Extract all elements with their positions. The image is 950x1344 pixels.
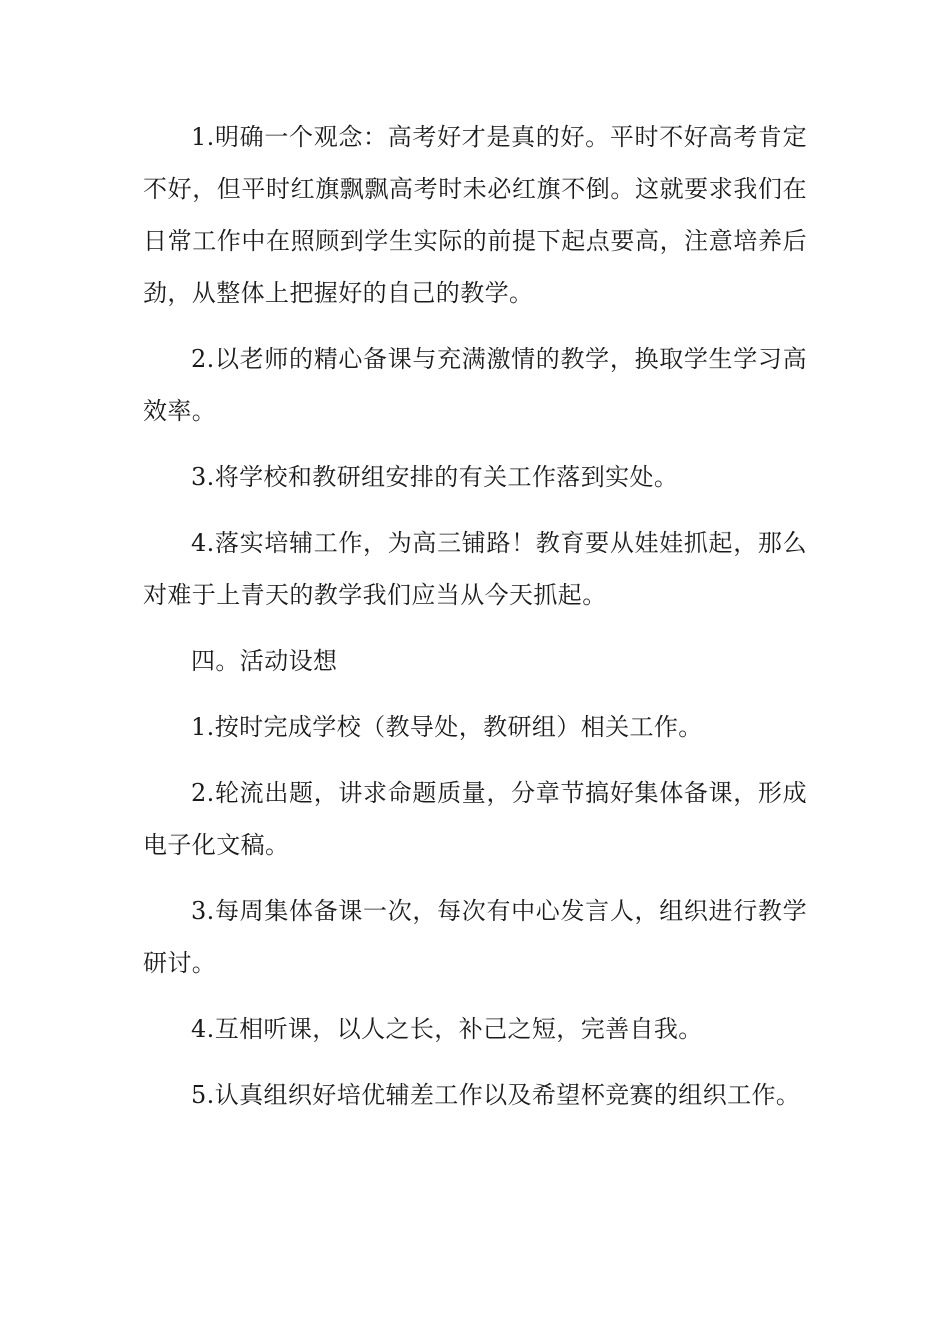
- paragraph: 2.以老师的精心备课与充满激情的教学，换取学生学习高效率。: [143, 345, 807, 425]
- paragraph: 1.明确一个观念：高考好才是真的好。平时不好高考肯定不好，但平时红旗飘飘高考时未必红旗不倒。这就要求我们在日常工作中在照顾到学生实际的前提下起点要高，注意培养后劲，从整体上把握好的自己的教学。: [143, 123, 807, 307]
- paragraph: 2.轮流出题，讲求命题质量，分章节搞好集体备课，形成电子化文稿。: [143, 779, 807, 859]
- document-body: [143, 111, 807, 1135]
- paragraph: 5.认真组织好培优辅差工作以及希望杯竞赛的组织工作。: [191, 1081, 801, 1109]
- paragraph: 4.落实培辅工作，为高三铺路！教育要从娃娃抓起，那么对难于上青天的教学我们应当从今天抓起。: [143, 529, 807, 609]
- section-heading: 四。活动设想: [191, 647, 338, 675]
- paragraph: 1.按时完成学校（教导处，教研组）相关工作。: [191, 713, 703, 741]
- paragraph: 4.互相听课，以人之长，补己之短，完善自我。: [191, 1015, 703, 1043]
- paragraph: 3.每周集体备课一次，每次有中心发言人，组织进行教学研讨。: [143, 897, 807, 977]
- paragraph: 3.将学校和教研组安排的有关工作落到实处。: [191, 463, 679, 491]
